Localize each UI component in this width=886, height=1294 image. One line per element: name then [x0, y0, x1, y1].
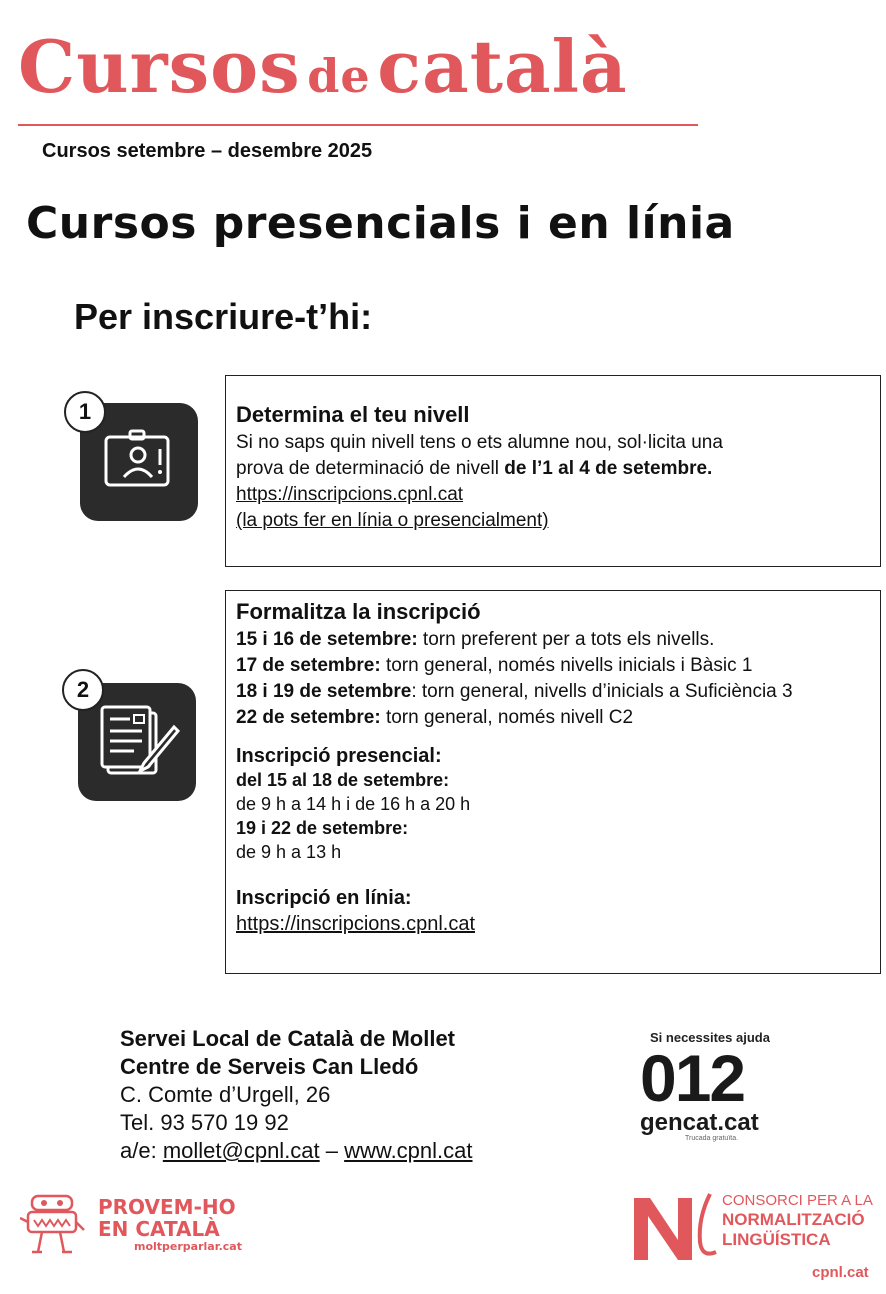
website-link[interactable]: www.cpnl.cat — [344, 1138, 473, 1163]
title-word-cursos: Cursos — [18, 24, 301, 109]
step2-title: Formalitza la inscripció — [236, 599, 481, 624]
step2-number: 2 — [62, 669, 104, 711]
step2-box — [225, 590, 881, 974]
address: C. Comte d’Urgell, 26 — [120, 1082, 331, 1107]
turn-text: torn general, només nivells inicials i Bàsic 1 — [380, 655, 753, 676]
inperson-hours2: de 9 h a 13 h — [236, 842, 342, 862]
turn-date: 15 i 16 de setembre: — [236, 629, 418, 650]
cpnl-line3: LINGÜÍSTICA — [722, 1230, 831, 1249]
title-word-catala: català — [377, 24, 628, 109]
help-number: 012 — [640, 1041, 745, 1115]
phone: Tel. 93 570 19 92 — [120, 1110, 289, 1135]
step1-title: Determina el teu nivell — [236, 402, 470, 427]
help-site: gencat.cat — [640, 1109, 759, 1136]
cpnl-logo — [632, 1192, 873, 1281]
turn-date: 22 de setembre: — [236, 707, 381, 728]
mascot-icon — [20, 1190, 94, 1264]
turn-text: torn preferent per a tots els nivells. — [417, 629, 715, 650]
inperson-range2: 19 i 22 de setembre: — [236, 818, 409, 838]
service-name: Servei Local de Català de Mollet — [120, 1026, 456, 1051]
turn-text: torn general, només nivell C2 — [380, 707, 634, 728]
title-word-de: de — [307, 49, 371, 103]
course-period: Cursos setembre – desembre 2025 — [42, 140, 373, 162]
cpnl-line2: NORMALITZACIÓ — [722, 1210, 865, 1229]
provem-line2: EN CATALÀ — [98, 1217, 220, 1241]
help-note: Trucada gratuïta. — [685, 1135, 739, 1142]
online-title: Inscripció en línia: — [236, 887, 412, 909]
contact-block — [120, 1025, 473, 1165]
turn-row — [236, 679, 793, 705]
subheading: Per inscriure-t’hi: — [74, 296, 373, 337]
cpnl-site: cpnl.cat — [812, 1264, 869, 1281]
online-link[interactable]: https://inscripcions.cpnl.cat — [236, 913, 475, 935]
step1-note: (la pots fer en línia o presencialment) — [236, 510, 549, 531]
step1-line2-text: prova de determinació de nivell — [236, 458, 505, 479]
step1-line1: Si no saps quin nivell tens o ets alumne nou, sol·licita una — [236, 432, 723, 453]
help-012-logo — [640, 1030, 790, 1142]
turn-date: 18 i 19 de setembre — [236, 681, 412, 702]
inperson-range1: del 15 al 18 de setembre: — [236, 770, 450, 790]
step1-box — [225, 375, 881, 567]
inperson-title: Inscripció presencial: — [236, 745, 442, 767]
step1-number: 1 — [64, 391, 106, 433]
separator: – — [319, 1138, 345, 1163]
page-title — [18, 24, 628, 109]
cpnl-mark-icon — [632, 1192, 720, 1262]
email-prefix: a/e: — [120, 1138, 163, 1163]
provem-logo — [98, 1196, 242, 1253]
provem-site: moltperparlar.cat — [134, 1240, 242, 1253]
email-web-row — [120, 1137, 473, 1165]
cpnl-text — [722, 1192, 873, 1250]
email-link[interactable]: mollet@cpnl.cat — [162, 1138, 320, 1163]
main-heading: Cursos presencials i en línia — [26, 198, 735, 249]
step1-link[interactable]: https://inscripcions.cpnl.cat — [236, 484, 464, 505]
step1-line2 — [236, 456, 712, 482]
provem-line1: PROVEM-HO — [98, 1195, 236, 1219]
help-label: Si necessites ajuda — [650, 1030, 770, 1045]
turn-row — [236, 705, 633, 731]
turn-row — [236, 653, 752, 679]
inperson-hours1: de 9 h a 14 h i de 16 h a 20 h — [236, 794, 471, 814]
centre-name: Centre de Serveis Can Lledó — [120, 1054, 419, 1079]
title-divider — [18, 124, 698, 126]
turn-text: : torn general, nivells d’inicials a Suficiència 3 — [411, 681, 793, 702]
cpnl-line1: CONSORCI PER A LA — [722, 1192, 873, 1209]
turn-date: 17 de setembre: — [236, 655, 381, 676]
step1-dates: de l’1 al 4 de setembre. — [504, 458, 713, 479]
turn-row — [236, 627, 714, 653]
